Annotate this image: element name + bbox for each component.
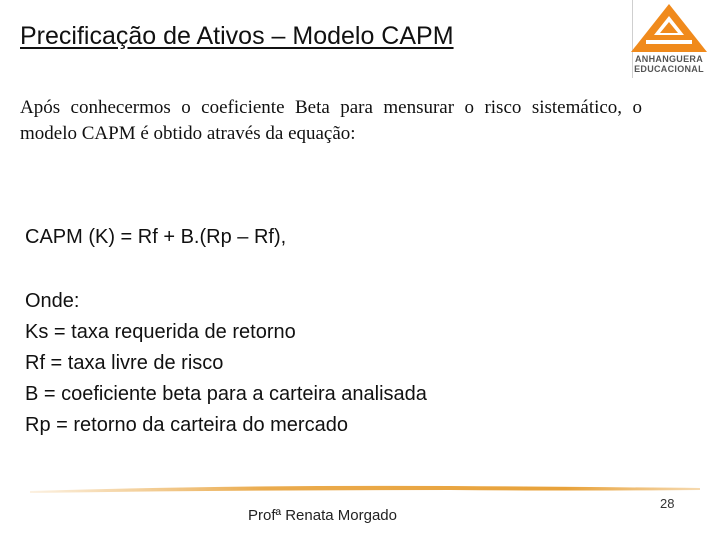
- definitions-heading: Onde:: [25, 290, 80, 312]
- logo-text-line2: EDUCACIONAL: [634, 64, 704, 74]
- page-number: 28: [660, 496, 675, 511]
- footer-swoosh: [30, 482, 700, 496]
- capm-formula: CAPM (K) = Rf + B.(Rp – Rf),: [25, 226, 287, 248]
- intro-paragraph: Após conhecermos o coeficiente Beta para mensurar o risco sistemático, o modelo CAPM é obtido através da equação:: [20, 97, 642, 144]
- definition-b: B = coeficiente beta para a carteira analisada: [25, 383, 427, 405]
- definitions-list: [25, 286, 427, 441]
- footer-author: Profª Renata Morgado: [248, 507, 397, 524]
- definition-ks: Ks = taxa requerida de retorno: [25, 321, 296, 343]
- definition-rf: Rf = taxa livre de risco: [25, 352, 224, 374]
- definition-rp: Rp = retorno da carteira do mercado: [25, 414, 348, 436]
- anhanguera-logo: [628, 2, 710, 76]
- logo-triangle-icon: [628, 2, 710, 54]
- slide-title: Precificação de Ativos – Modelo CAPM: [20, 22, 454, 50]
- logo-text-line1: ANHANGUERA: [635, 54, 703, 64]
